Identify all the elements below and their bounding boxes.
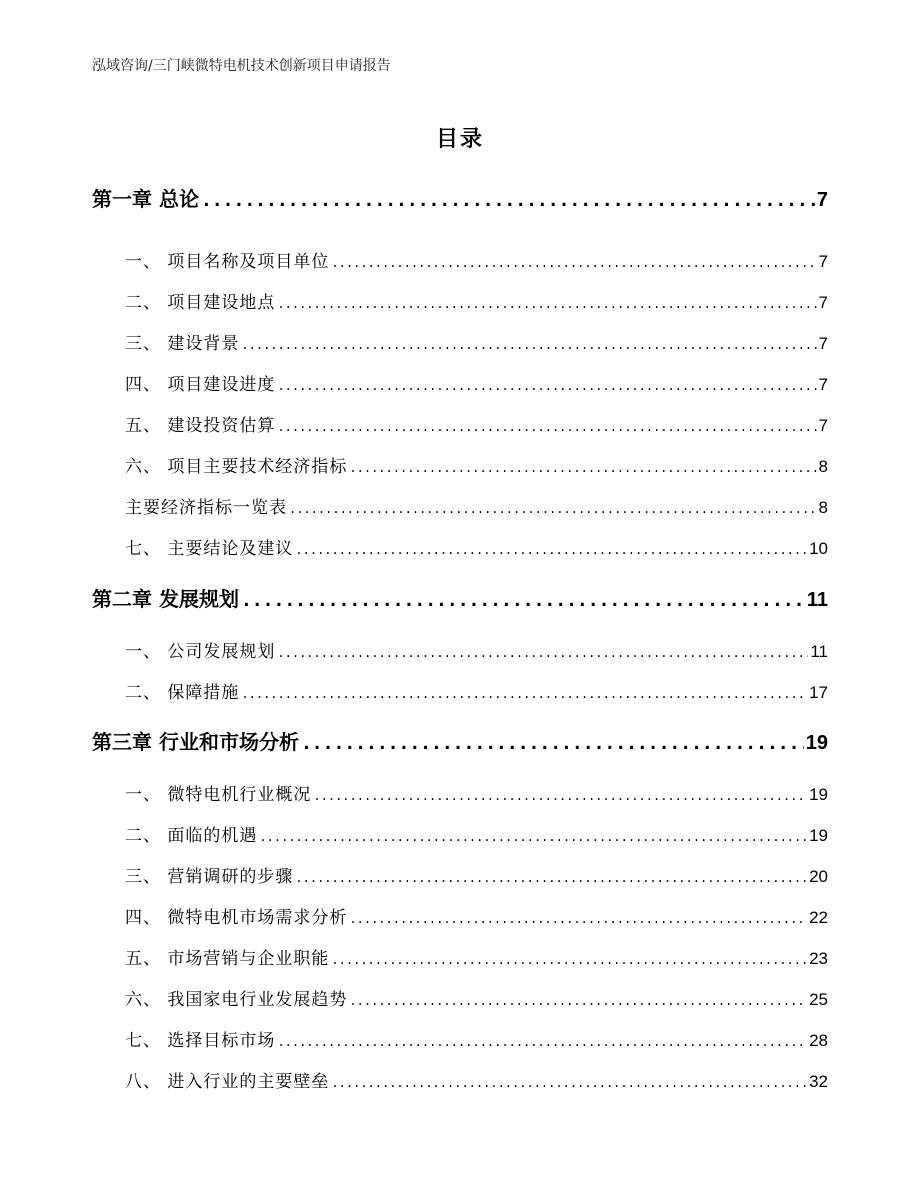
toc-entry-label: 三、 建设背景	[125, 334, 240, 354]
toc-entry-page: 17	[809, 683, 828, 702]
dot-leader	[289, 502, 817, 516]
toc-entry-page: 19	[805, 732, 828, 754]
toc-entry[interactable]	[92, 183, 828, 212]
dot-leader	[277, 297, 816, 311]
toc-entry-label: 二、 项目建设地点	[125, 293, 276, 313]
toc-entry-page: 19	[809, 785, 828, 804]
dot-leader	[277, 379, 816, 393]
toc-entry-page: 7	[816, 189, 828, 211]
toc-entry-label: 七、 选择目标市场	[125, 1031, 276, 1051]
dot-leader	[277, 1035, 807, 1049]
toc-entry-page: 8	[818, 498, 828, 517]
toc-entry-label: 四、 微特电机市场需求分析	[125, 908, 348, 928]
dot-leader	[277, 646, 808, 660]
toc-entry-page: 7	[818, 252, 828, 271]
toc-entry-label: 八、 进入行业的主要壁垒	[125, 1072, 330, 1092]
toc-entry-label: 二、 保障措施	[125, 683, 240, 703]
toc-entry-label: 四、 项目建设进度	[125, 375, 276, 395]
toc-entry[interactable]	[92, 583, 828, 612]
toc-entry[interactable]	[125, 370, 828, 395]
toc-entry-page: 11	[810, 642, 828, 661]
toc-entry-page: 11	[806, 589, 828, 611]
toc-entry[interactable]	[125, 534, 828, 559]
toc-entry-label: 第一章 总论	[92, 187, 199, 211]
dot-leader	[241, 338, 816, 352]
toc-entry[interactable]	[125, 288, 828, 313]
toc-entry[interactable]	[92, 726, 828, 755]
toc-entry[interactable]	[125, 452, 828, 477]
dot-leader	[295, 871, 807, 885]
toc-entry-page: 8	[818, 457, 828, 476]
toc-entry[interactable]	[125, 862, 828, 887]
dot-leader	[201, 190, 815, 211]
toc-entry-label: 三、 营销调研的步骤	[125, 867, 294, 887]
toc-entry[interactable]	[125, 329, 828, 354]
toc-entry-label: 五、 建设投资估算	[125, 416, 276, 436]
toc-entry-page: 19	[809, 826, 828, 845]
dot-leader	[259, 830, 807, 844]
toc-entry[interactable]	[125, 944, 828, 969]
dot-leader	[241, 590, 805, 611]
toc-entry[interactable]	[125, 637, 828, 662]
toc-entry[interactable]	[125, 1026, 828, 1051]
toc-entry-page: 7	[818, 293, 828, 312]
toc-entry-label: 主要经济指标一览表	[125, 498, 287, 518]
toc-entry-page: 23	[809, 949, 828, 968]
dot-leader	[241, 687, 807, 701]
toc-title: 目录	[435, 127, 484, 152]
toc-entry-label: 七、 主要结论及建议	[125, 539, 294, 559]
toc-entry-label: 五、 市场营销与企业职能	[125, 949, 330, 969]
toc-entry[interactable]	[125, 985, 828, 1010]
toc-entry-page: 28	[809, 1031, 828, 1050]
toc-entry[interactable]	[125, 678, 828, 703]
toc-entry-page: 20	[809, 867, 828, 886]
dot-leader	[331, 256, 816, 270]
toc-entry[interactable]	[125, 780, 828, 805]
toc-entry-label: 六、 项目主要技术经济指标	[125, 457, 348, 477]
toc-entry-label: 一、 项目名称及项目单位	[125, 252, 330, 272]
toc-entry-page: 32	[809, 1072, 828, 1091]
toc-entry[interactable]	[125, 411, 828, 436]
dot-leader	[277, 420, 816, 434]
toc-entry-page: 7	[818, 375, 828, 394]
toc-entry-page: 25	[809, 990, 828, 1009]
toc-entry-page: 7	[818, 416, 828, 435]
toc-entry-page: 7	[818, 334, 828, 353]
toc-entry-label: 二、 面临的机遇	[125, 826, 258, 846]
toc-entry-label: 一、 微特电机行业概况	[125, 785, 312, 805]
running-header: 泓域咨询/三门峡微特电机技术创新项目申请报告	[92, 58, 391, 74]
toc-entry[interactable]	[125, 1067, 828, 1092]
toc-entry-label: 第二章 发展规划	[92, 587, 239, 611]
toc-entry[interactable]	[125, 821, 828, 846]
toc-entry-page: 10	[809, 539, 828, 558]
toc-entry[interactable]	[125, 493, 828, 518]
dot-leader	[331, 1076, 807, 1090]
dot-leader	[349, 912, 807, 926]
dot-leader	[301, 733, 804, 754]
toc-entry[interactable]	[125, 247, 828, 272]
toc-entry-label: 一、 公司发展规划	[125, 642, 276, 662]
dot-leader	[295, 543, 807, 557]
toc-entry-label: 六、 我国家电行业发展趋势	[125, 990, 348, 1010]
toc-entry-page: 22	[809, 908, 828, 927]
toc-entry-label: 第三章 行业和市场分析	[92, 730, 299, 754]
dot-leader	[313, 789, 807, 803]
dot-leader	[349, 994, 807, 1008]
dot-leader	[349, 461, 816, 475]
toc-entry[interactable]	[125, 903, 828, 928]
dot-leader	[331, 953, 807, 967]
